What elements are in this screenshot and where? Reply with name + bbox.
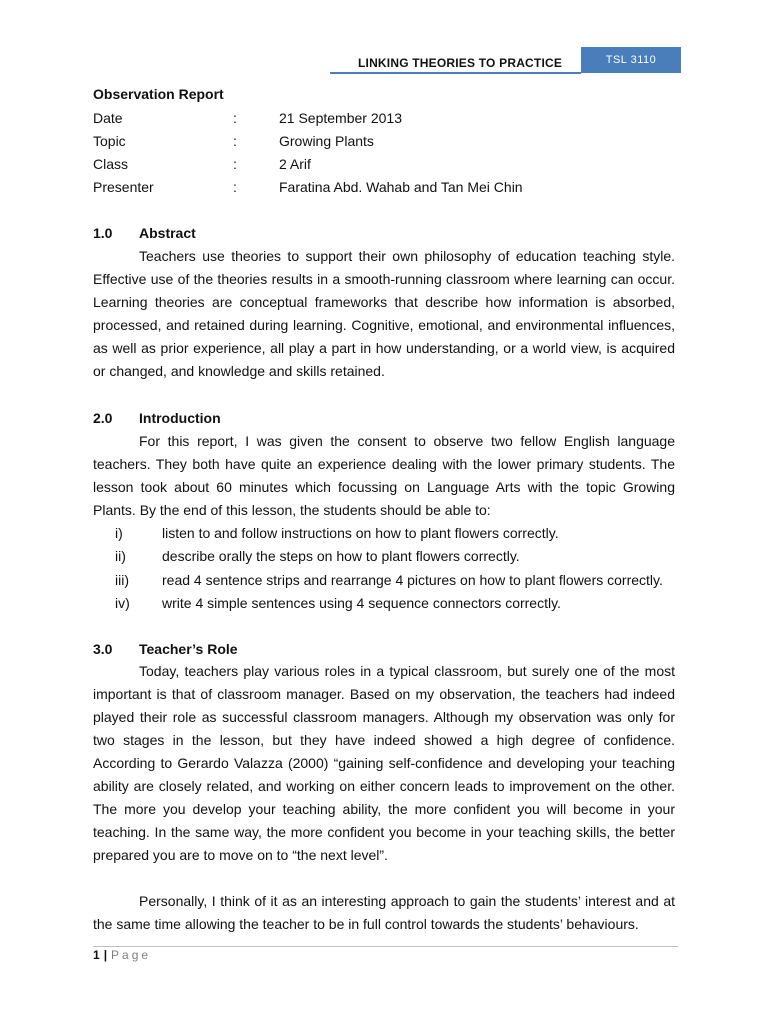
meta-colon: : [233, 110, 237, 126]
objective-text: listen to and follow instructions on how to plant flowers correctly. [162, 525, 559, 541]
meta-colon: : [233, 179, 237, 195]
footer-rule [93, 946, 678, 947]
page-number: 1 [93, 948, 100, 962]
footer-separator: | [103, 948, 108, 962]
objective-numeral: i) [115, 525, 123, 541]
teachers-role-paragraph-1: Today, teachers play various roles in a typical classroom, but surely one of the most important is that of classroom manager. Based on my observation, the teachers had indeed played their role as successful classroom managers. Although my observation was only for two stages in the lesson, but they have indeed showed a high degree of confidence. According to Gerardo Valazza (2000) “gaining self-confidence and developing your teaching ability are closely related, and working on either concern leads to improvement on the other. The more you develop your teaching ability, the more confident you will become in your teaching. In the same way, the more confident you become in your teaching skills, the better prepared you are to move on to “the next level”. [93, 663, 675, 863]
meta-colon: : [233, 156, 237, 172]
header-rule [330, 72, 581, 74]
objective-numeral: ii) [115, 548, 126, 564]
section-number: 2.0 [93, 410, 113, 426]
section-number: 3.0 [93, 641, 113, 657]
meta-value: 21 September 2013 [279, 110, 402, 126]
section-title: Teacher’s Role [139, 641, 238, 657]
meta-colon: : [233, 133, 237, 149]
meta-label: Topic [93, 133, 126, 149]
report-title: Observation Report [93, 86, 224, 102]
course-code-badge: TSL 3110 [581, 47, 681, 73]
section-title: Abstract [139, 225, 196, 241]
section-title: Introduction [139, 410, 221, 426]
meta-label: Date [93, 110, 123, 126]
objective-text: read 4 sentence strips and rearrange 4 pictures on how to plant flowers correctly. [162, 572, 663, 588]
introduction-paragraph: For this report, I was given the consent to observe two fellow English language teachers. They both have quite an experience dealing with the lower primary students. The lesson took about 60 minutes which focussing on Language Arts with the topic Growing Plants. By the end of this lesson, the students should be able to: [93, 433, 675, 518]
objective-text: describe orally the steps on how to plant flowers correctly. [162, 548, 520, 564]
objective-numeral: iv) [115, 595, 130, 611]
objective-text: write 4 simple sentences using 4 sequence connectors correctly. [162, 595, 561, 611]
teachers-role-paragraph-2: Personally, I think of it as an interesting approach to gain the students’ interest and at the same time allowing the teacher to be in full control towards the students’ behaviours. [93, 893, 675, 932]
meta-label: Class [93, 156, 129, 172]
abstract-paragraph: Teachers use theories to support their own philosophy of education teaching style. Effective use of the theories results in a smooth-running classroom where learning can occur. Learning theories are conceptual frameworks that describe how information is absorbed, processed, and retained during learning. Cognitive, emotional, and environmental influences, as well as prior experience, all play a part in how understanding, or a world view, is acquired or changed, and knowledge and skills retained. [93, 248, 675, 379]
meta-label: Presenter [93, 179, 154, 195]
page-footer [93, 948, 151, 962]
meta-value: 2 Arif [279, 156, 311, 172]
meta-value: Growing Plants [279, 133, 374, 149]
section-number: 1.0 [93, 225, 113, 241]
meta-value: Faratina Abd. Wahab and Tan Mei Chin [279, 179, 523, 195]
page-word: Page [111, 948, 152, 962]
objective-numeral: iii) [115, 572, 129, 588]
header-title: LINKING THEORIES TO PRACTICE [358, 56, 563, 70]
